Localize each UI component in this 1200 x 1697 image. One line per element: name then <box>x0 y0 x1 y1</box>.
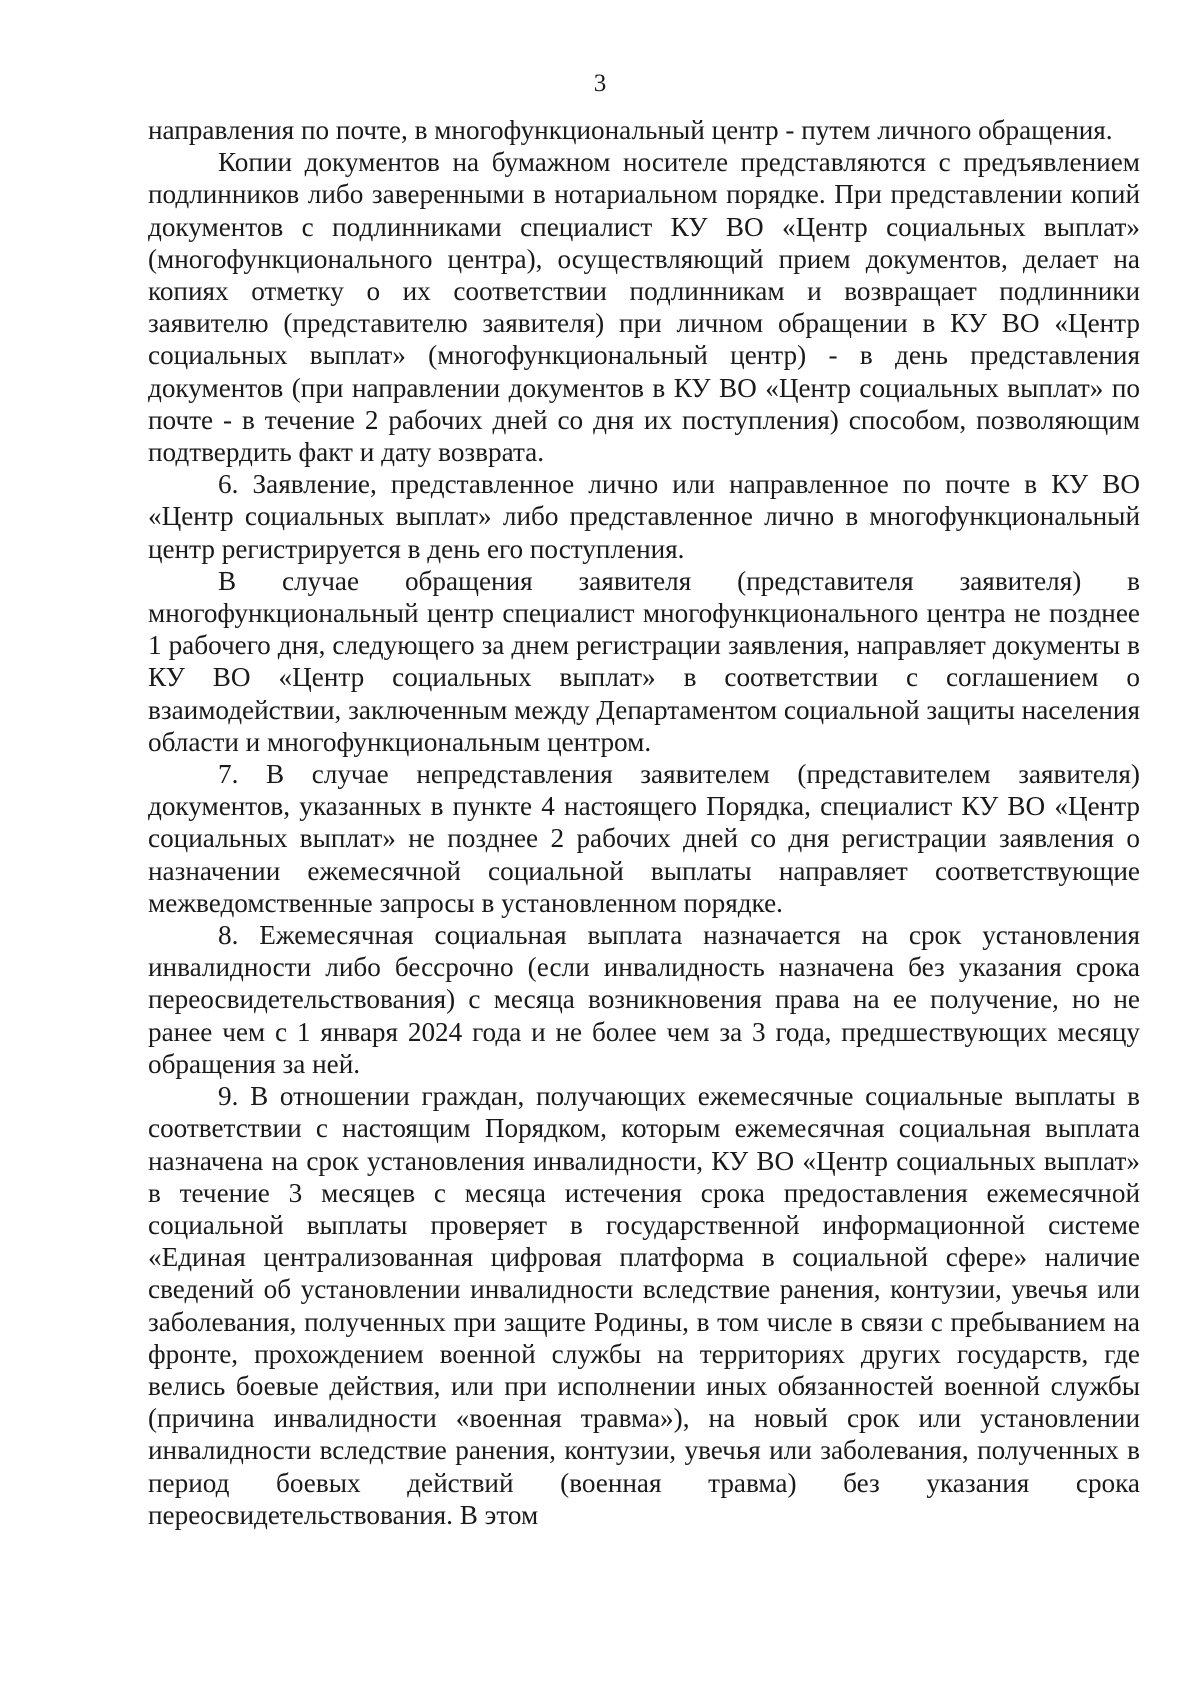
document-body <box>148 114 1140 1531</box>
paragraph: 6. Заявление, представленное лично или направленное по почте в КУ ВО «Центр социальных выплат» либо представленное лично в многофункциональный центр регистрируется в день его поступления. <box>148 469 1140 564</box>
paragraph: 8. Ежемесячная социальная выплата назначается на срок установления инвалидности либо бессрочно (если инвалидность назначена без указания срока переосвидетельствования) с месяца возникновения права на ее получение, но не ранее чем с 1 января 2024 года и не более чем за 3 года, предшествующих месяцу обращения за ней. <box>148 920 1140 1079</box>
page-number: 3 <box>593 70 607 97</box>
paragraph: 9. В отношении граждан, получающих ежемесячные социальные выплаты в соответствии с настоящим Порядком, которым ежемесячная социальная выплата назначена на срок установления инвалидности, КУ ВО «Центр социальных выплат» в течение 3 месяцев с месяца истечения срока предоставления ежемесячной социальной выплаты проверяет в государственной информационной системе «Единая централизованная цифровая платформа в социальной сфере» наличие сведений об установлении инвалидности вследствие ранения, контузии, увечья или заболевания, полученных при защите Родины, в том числе в связи с пребыванием на фронте, прохождением военной службы на территориях других государств, где велись боевые действия, или при исполнении иных обязанностей военной службы (причина инвалидности «военная травма»), на новый срок или установлении инвалидности вследствие ранения, контузии, увечья или заболевания, полученных в период боевых действий (военная травма) без указания срока переосвидетельствования. В этом <box>148 1081 1140 1530</box>
paragraph: 7. В случае непредставления заявителем (представителем заявителя) документов, указанных в пункте 4 настоящего Порядка, специалист КУ ВО «Центр социальных выплат» не позднее 2 рабочих дней со дня регистрации заявления о назначении ежемесячной социальной выплаты направляет соответствующие межведомственные запросы в установленном порядке. <box>148 759 1140 918</box>
paragraph: В случае обращения заявителя (представителя заявителя) в многофункциональный центр специалист многофункционального центра не позднее 1 рабочего дня, следующего за днем регистрации заявления, направляет документы в КУ ВО «Центр социальных выплат» в соответствии с соглашением о взаимодействии, заключенным между Департаментом социальной защиты населения области и многофункциональным центром. <box>148 565 1140 757</box>
paragraph: направления по почте, в многофункциональный центр - путем личного обращения. <box>148 115 1113 145</box>
paragraph: Копии документов на бумажном носителе представляются с предъявлением подлинников либо заверенными в нотариальном порядке. При представлении копий документов с подлинниками специалист КУ ВО «Центр социальных выплат» (многофункционального центра), осуществляющий прием документов, делает на копиях отметку о их соответствии подлинникам и возвращает подлинники заявителю (представителю заявителя) при личном обращении в КУ ВО «Центр социальных выплат» (многофункциональный центр) - в день представления документов (при направлении документов в КУ ВО «Центр социальных выплат» по почте - в течение 2 рабочих дней со дня их поступления) способом, позволяющим подтвердить факт и дату возврата. <box>148 147 1140 468</box>
